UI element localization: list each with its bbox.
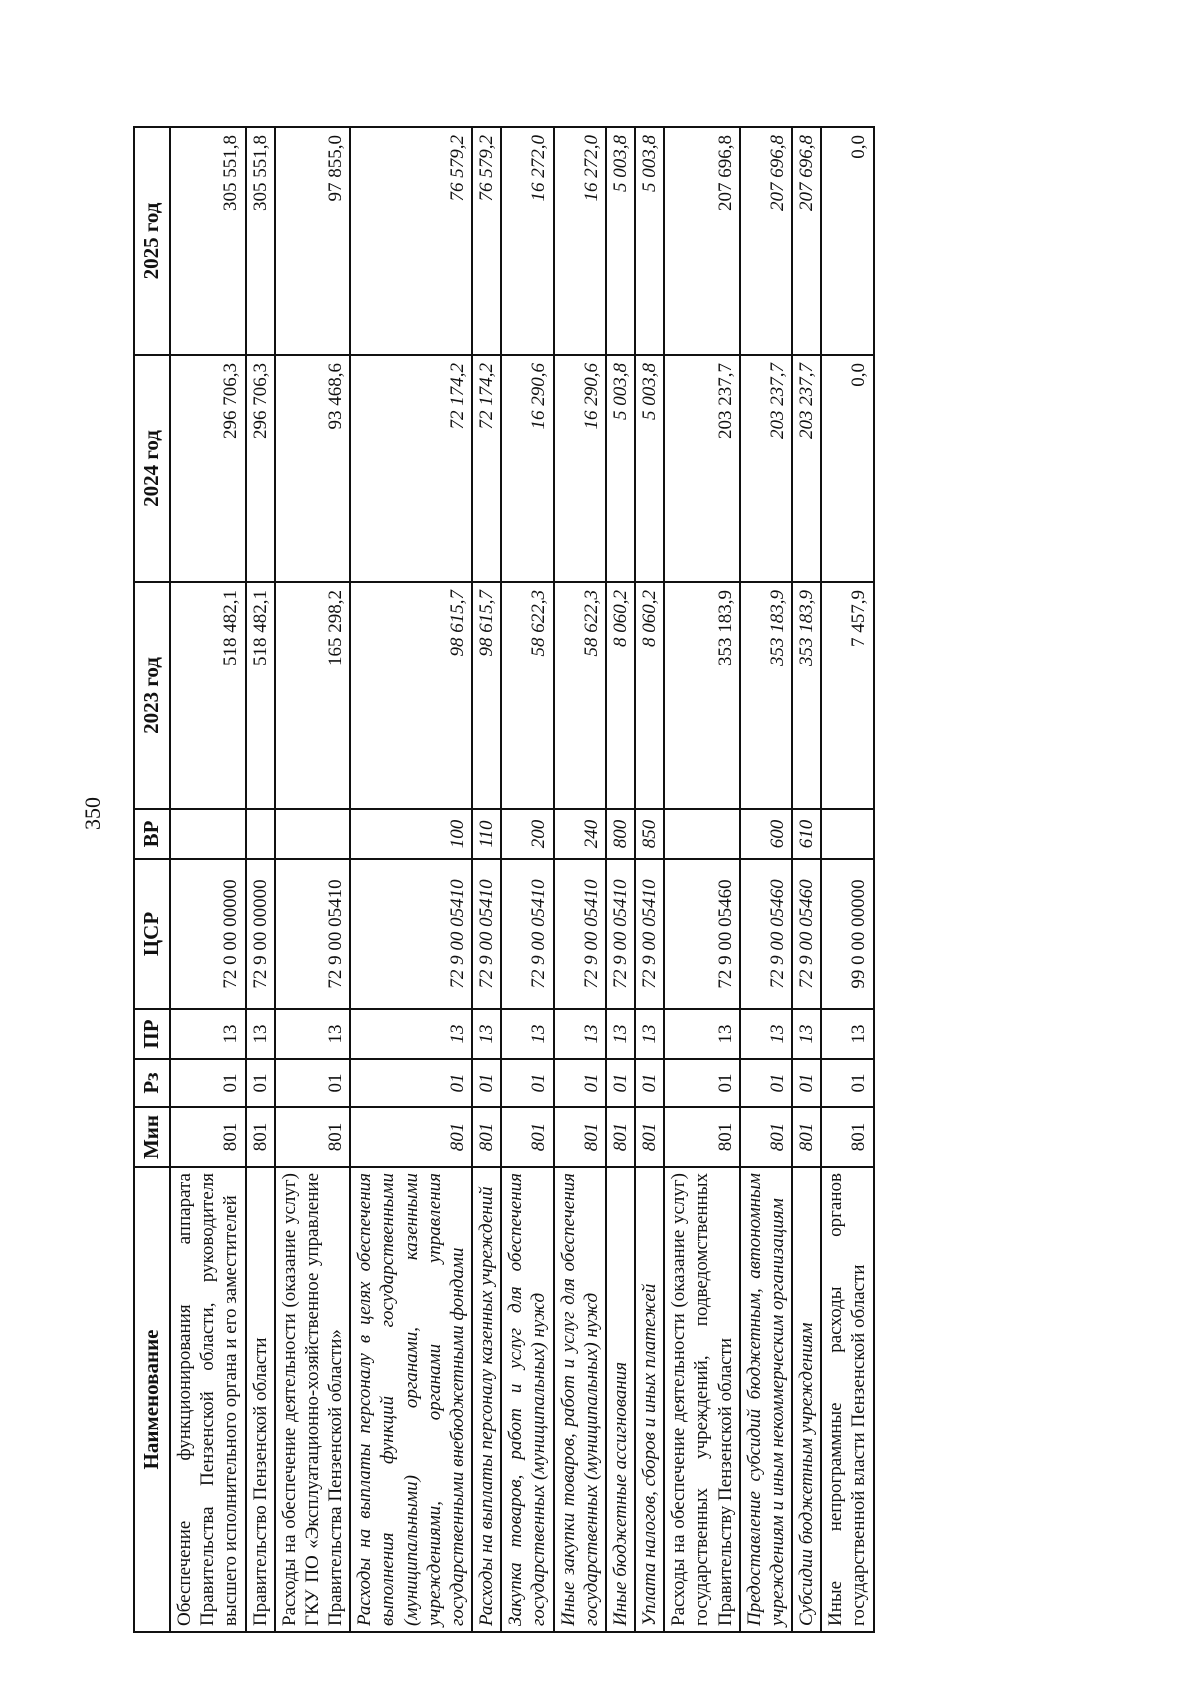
cell-2025: 16 272,0 — [554, 127, 606, 355]
cell-name: Предоставление субсидий бюджетным, автономным учреждениям и иным некоммерческим организациям — [740, 1167, 792, 1632]
cell-vr: 240 — [554, 809, 606, 859]
cell-2024: 203 237,7 — [664, 355, 740, 582]
cell-min: 801 — [635, 1107, 664, 1167]
cell-pr: 13 — [664, 1009, 740, 1059]
cell-min: 801 — [740, 1107, 792, 1167]
cell-min: 801 — [472, 1107, 501, 1167]
cell-vr: 850 — [635, 809, 664, 859]
cell-vr — [664, 809, 740, 859]
cell-min: 801 — [275, 1107, 351, 1167]
cell-vr — [246, 809, 275, 859]
cell-2025: 76 579,2 — [472, 127, 501, 355]
cell-csr: 72 9 00 05410 — [350, 859, 472, 1009]
cell-2023: 8 060,2 — [635, 582, 664, 809]
col-header-2024: 2024 год — [134, 355, 170, 582]
cell-2024: 72 174,2 — [472, 355, 501, 582]
cell-2025: 305 551,8 — [170, 127, 246, 355]
col-header-name: Наименование — [134, 1167, 170, 1632]
cell-pr: 13 — [792, 1009, 821, 1059]
cell-2024: 16 290,6 — [554, 355, 606, 582]
cell-2025: 97 855,0 — [275, 127, 351, 355]
cell-csr: 72 9 00 00000 — [246, 859, 275, 1009]
cell-vr: 800 — [606, 809, 635, 859]
cell-rz: 01 — [246, 1059, 275, 1107]
cell-2024: 0,0 — [821, 355, 873, 582]
cell-2025: 305 551,8 — [246, 127, 275, 355]
cell-rz: 01 — [740, 1059, 792, 1107]
cell-2023: 8 060,2 — [606, 582, 635, 809]
col-header-min: Мин — [134, 1107, 170, 1167]
cell-min: 801 — [170, 1107, 246, 1167]
cell-vr: 610 — [792, 809, 821, 859]
cell-2025: 5 003,8 — [606, 127, 635, 355]
cell-2024: 203 237,7 — [740, 355, 792, 582]
cell-csr: 72 9 00 05410 — [501, 859, 553, 1009]
cell-min: 801 — [246, 1107, 275, 1167]
cell-rz: 01 — [664, 1059, 740, 1107]
cell-pr: 13 — [472, 1009, 501, 1059]
cell-2024: 5 003,8 — [606, 355, 635, 582]
cell-rz: 01 — [501, 1059, 553, 1107]
cell-2023: 518 482,1 — [170, 582, 246, 809]
cell-2024: 72 174,2 — [350, 355, 472, 582]
cell-2024: 296 706,3 — [246, 355, 275, 582]
cell-name: Иные бюджетные ассигнования — [606, 1167, 635, 1632]
cell-min: 801 — [821, 1107, 873, 1167]
col-header-rz: Рз — [134, 1059, 170, 1107]
col-header-pr: ПР — [134, 1009, 170, 1059]
table-row — [501, 127, 553, 1632]
cell-rz: 01 — [635, 1059, 664, 1107]
cell-vr — [821, 809, 873, 859]
cell-2024: 203 237,7 — [792, 355, 821, 582]
table-row — [740, 127, 792, 1632]
cell-2024: 93 468,6 — [275, 355, 351, 582]
cell-pr: 13 — [275, 1009, 351, 1059]
cell-min: 801 — [554, 1107, 606, 1167]
cell-csr: 72 0 00 00000 — [170, 859, 246, 1009]
cell-min: 801 — [606, 1107, 635, 1167]
header-row — [134, 127, 170, 1632]
col-header-csr: ЦСР — [134, 859, 170, 1009]
table-row — [606, 127, 635, 1632]
table-row — [246, 127, 275, 1632]
page-number: 350 — [80, 797, 105, 830]
cell-2025: 207 696,8 — [792, 127, 821, 355]
table-row — [792, 127, 821, 1632]
cell-csr: 72 9 00 05410 — [554, 859, 606, 1009]
cell-2025: 16 272,0 — [501, 127, 553, 355]
cell-name: Закупка товаров, работ и услуг для обеспечения государственных (муниципальных) нужд — [501, 1167, 553, 1632]
cell-csr: 72 9 00 05410 — [275, 859, 351, 1009]
table-row — [664, 127, 740, 1632]
cell-rz: 01 — [170, 1059, 246, 1107]
cell-min: 801 — [664, 1107, 740, 1167]
cell-pr: 13 — [350, 1009, 472, 1059]
cell-name: Расходы на обеспечение деятельности (оказание услуг) ГКУ ПО «Эксплуатационно-хозяйственное управление Правительства Пензенской области» — [275, 1167, 351, 1632]
cell-csr: 72 9 00 05460 — [740, 859, 792, 1009]
cell-2023: 7 457,9 — [821, 582, 873, 809]
cell-2025: 207 696,8 — [664, 127, 740, 355]
cell-rz: 01 — [350, 1059, 472, 1107]
cell-pr: 13 — [246, 1009, 275, 1059]
cell-rz: 01 — [275, 1059, 351, 1107]
cell-name: Правительство Пензенской области — [246, 1167, 275, 1632]
table-row — [350, 127, 472, 1632]
cell-vr: 600 — [740, 809, 792, 859]
cell-name: Уплата налогов, сборов и иных платежей — [635, 1167, 664, 1632]
cell-csr: 99 0 00 00000 — [821, 859, 873, 1009]
col-header-2023: 2023 год — [134, 582, 170, 809]
cell-rz: 01 — [472, 1059, 501, 1107]
table-row — [275, 127, 351, 1632]
table-row — [472, 127, 501, 1632]
cell-2024: 5 003,8 — [635, 355, 664, 582]
cell-2025: 207 696,8 — [740, 127, 792, 355]
cell-pr: 13 — [554, 1009, 606, 1059]
cell-name: Субсидии бюджетным учреждениям — [792, 1167, 821, 1632]
cell-2025: 76 579,2 — [350, 127, 472, 355]
rotated-table-container — [133, 128, 1073, 1633]
cell-rz: 01 — [606, 1059, 635, 1107]
cell-pr: 13 — [501, 1009, 553, 1059]
cell-pr: 13 — [170, 1009, 246, 1059]
cell-min: 801 — [501, 1107, 553, 1167]
cell-vr: 110 — [472, 809, 501, 859]
cell-2023: 58 622,3 — [501, 582, 553, 809]
col-header-2025: 2025 год — [134, 127, 170, 355]
cell-name: Расходы на выплаты персоналу казенных учреждений — [472, 1167, 501, 1632]
cell-rz: 01 — [554, 1059, 606, 1107]
table-body — [170, 127, 874, 1632]
cell-2023: 58 622,3 — [554, 582, 606, 809]
cell-csr: 72 9 00 05410 — [472, 859, 501, 1009]
cell-pr: 13 — [606, 1009, 635, 1059]
table-row — [554, 127, 606, 1632]
table-row — [170, 127, 246, 1632]
cell-min: 801 — [792, 1107, 821, 1167]
cell-rz: 01 — [792, 1059, 821, 1107]
cell-2025: 0,0 — [821, 127, 873, 355]
cell-min: 801 — [350, 1107, 472, 1167]
cell-pr: 13 — [821, 1009, 873, 1059]
cell-name: Иные непрограммные расходы органов государственной власти Пензенской области — [821, 1167, 873, 1632]
cell-rz: 01 — [821, 1059, 873, 1107]
cell-2023: 353 183,9 — [664, 582, 740, 809]
cell-2024: 296 706,3 — [170, 355, 246, 582]
cell-2023: 518 482,1 — [246, 582, 275, 809]
cell-2025: 5 003,8 — [635, 127, 664, 355]
cell-name: Иные закупки товаров, работ и услуг для обеспечения государственных (муниципальных) нужд — [554, 1167, 606, 1632]
cell-2023: 98 615,7 — [350, 582, 472, 809]
col-header-vr: ВР — [134, 809, 170, 859]
budget-table — [133, 126, 875, 1633]
cell-vr: 100 — [350, 809, 472, 859]
cell-name: Обеспечение функционирования аппарата Правительства Пензенской области, руководителя высшего исполнительного органа и его заместителей — [170, 1167, 246, 1632]
cell-name: Расходы на обеспечение деятельности (оказание услуг) государственных учреждений, подведомственных Правительству Пензенской области — [664, 1167, 740, 1632]
cell-pr: 13 — [740, 1009, 792, 1059]
cell-2023: 353 183,9 — [792, 582, 821, 809]
table-row — [821, 127, 873, 1632]
cell-2023: 98 615,7 — [472, 582, 501, 809]
cell-csr: 72 9 00 05460 — [792, 859, 821, 1009]
cell-2023: 353 183,9 — [740, 582, 792, 809]
table-row — [635, 127, 664, 1632]
cell-pr: 13 — [635, 1009, 664, 1059]
cell-vr — [170, 809, 246, 859]
cell-csr: 72 9 00 05460 — [664, 859, 740, 1009]
cell-name: Расходы на выплаты персоналу в целях обеспечения выполнения функций государственными (муниципальными) органами, казенными учреждениями, органами управления государственными внебюджетными фондами — [350, 1167, 472, 1632]
cell-csr: 72 9 00 05410 — [606, 859, 635, 1009]
cell-2023: 165 298,2 — [275, 582, 351, 809]
cell-vr: 200 — [501, 809, 553, 859]
cell-2024: 16 290,6 — [501, 355, 553, 582]
cell-vr — [275, 809, 351, 859]
cell-csr: 72 9 00 05410 — [635, 859, 664, 1009]
